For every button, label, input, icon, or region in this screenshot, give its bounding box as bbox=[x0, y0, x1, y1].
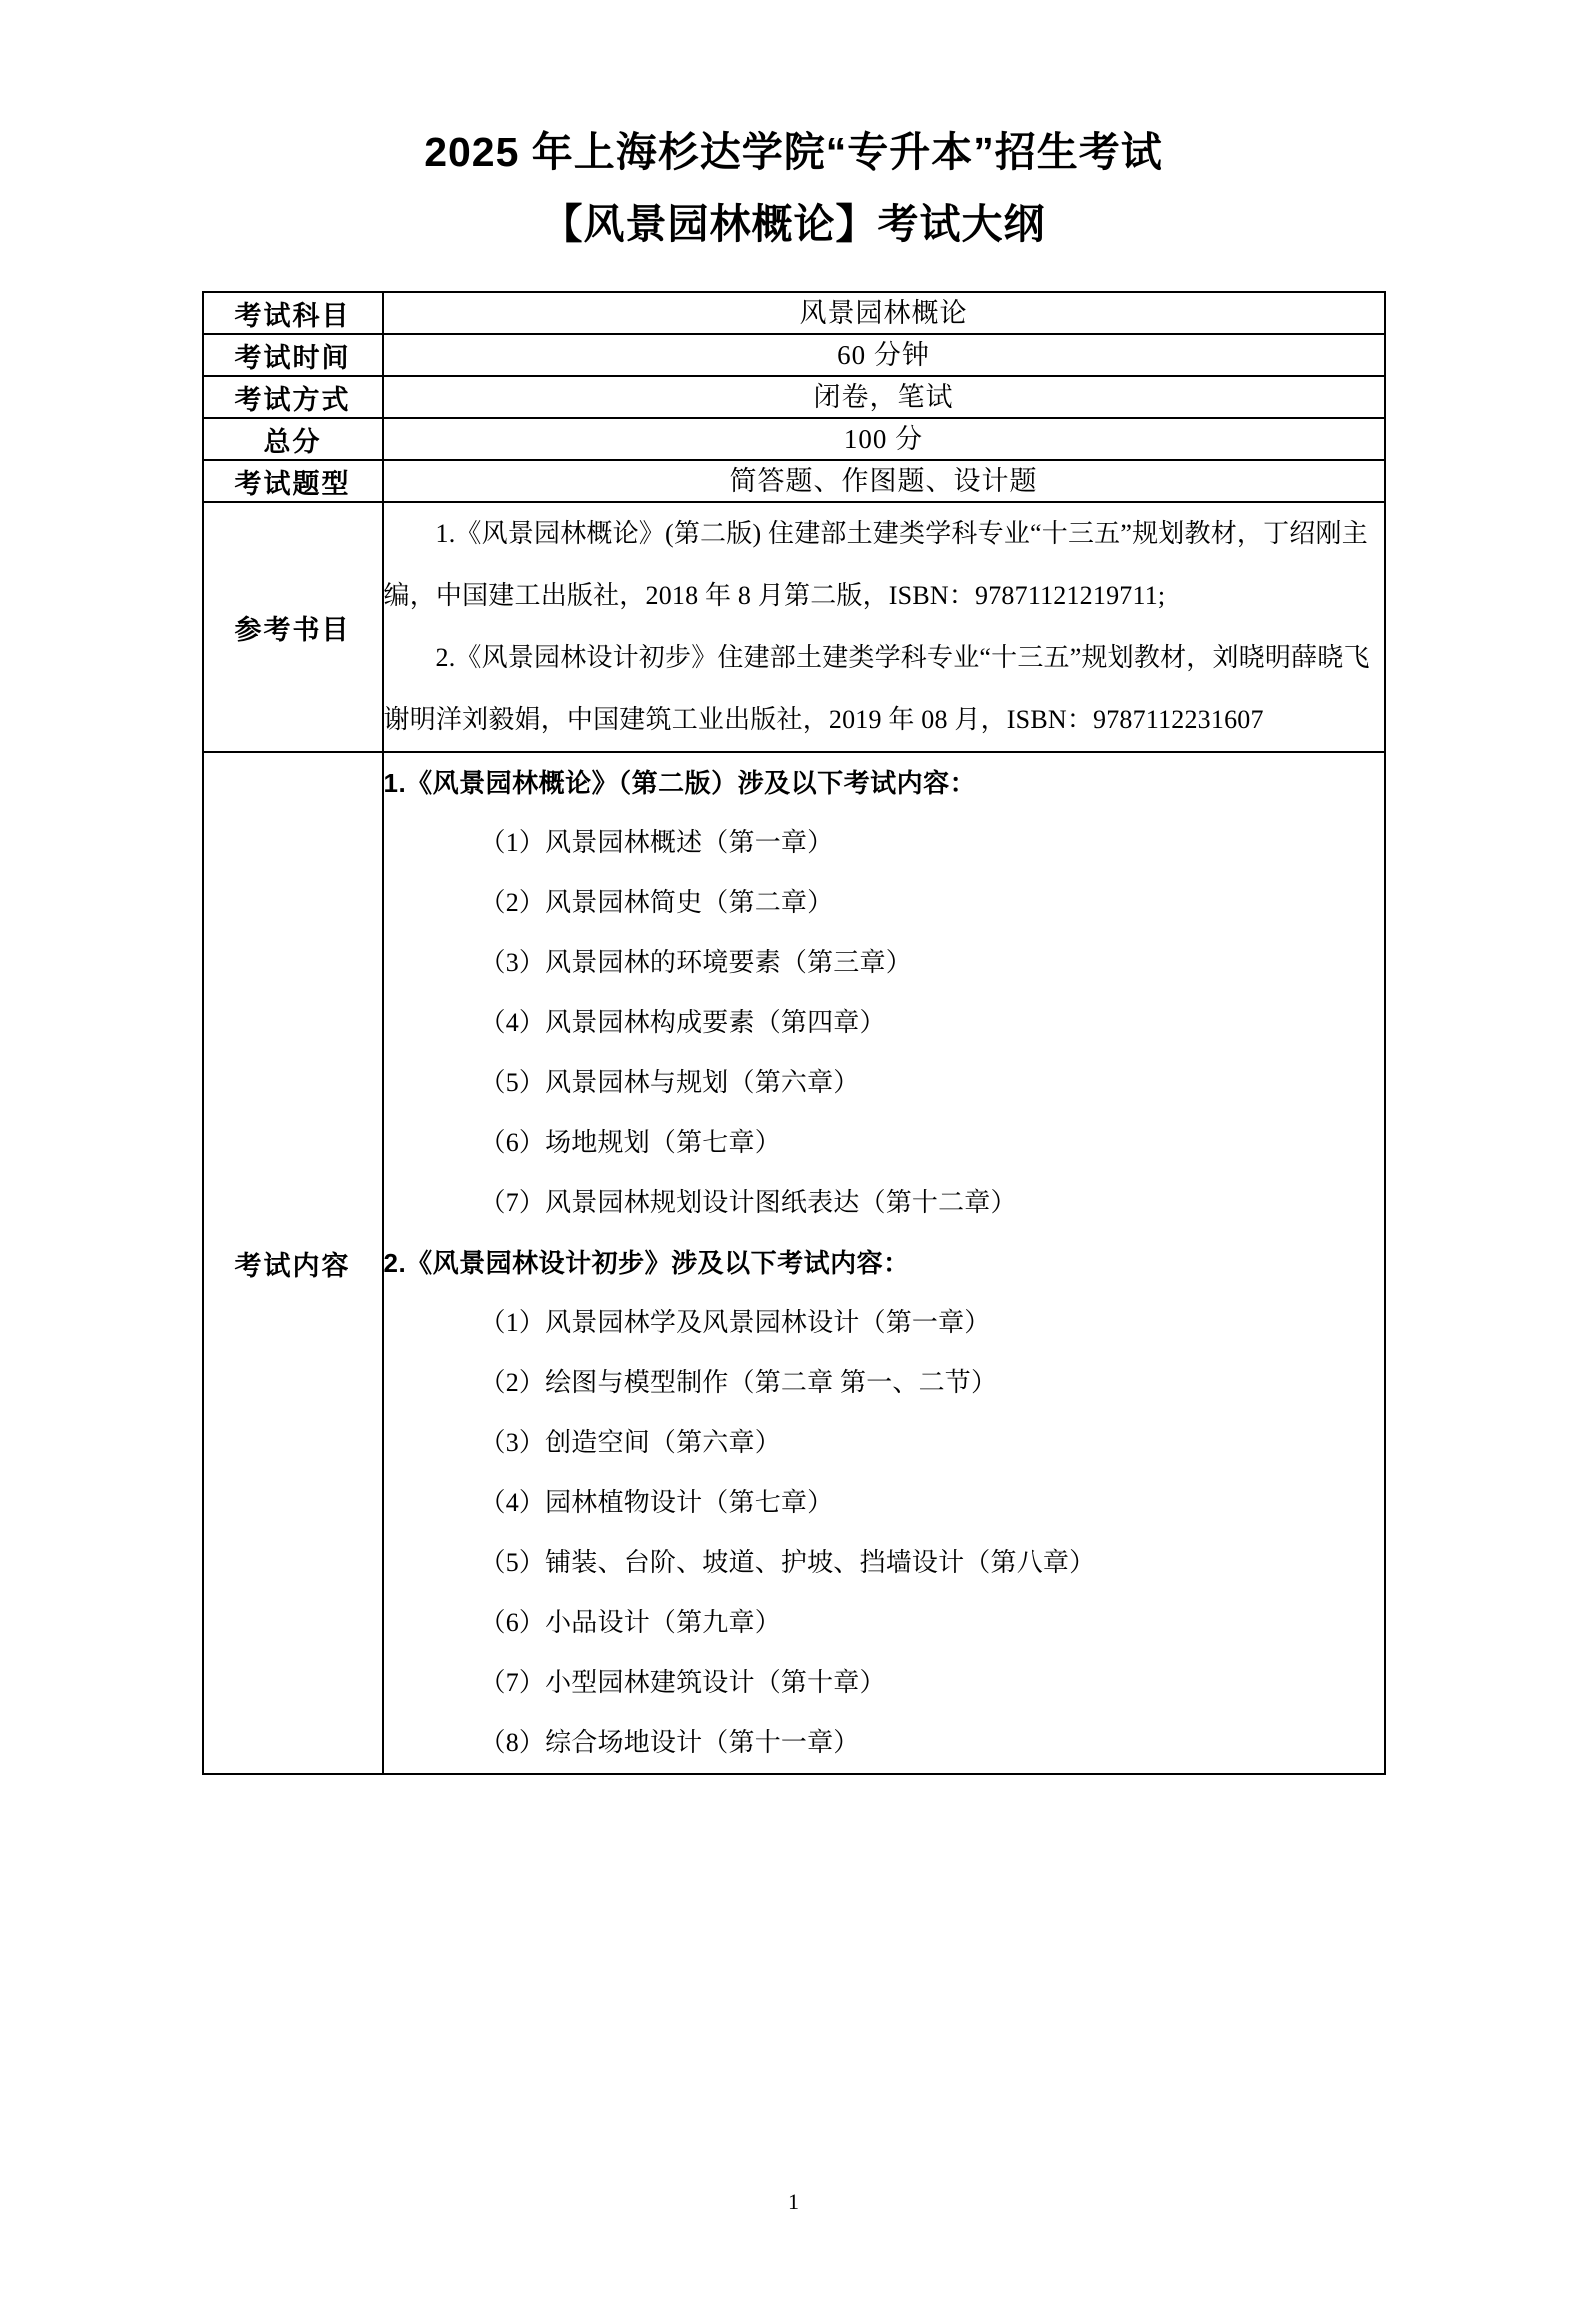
row-value-method: 闭卷，笔试 bbox=[383, 376, 1385, 418]
row-value-exam-content bbox=[383, 752, 1385, 1774]
content-section-1-heading: 1.《风景园林概论》（第二版）涉及以下考试内容： bbox=[383, 768, 977, 798]
row-value-total-score: 100 分 bbox=[383, 418, 1385, 460]
row-label-method: 考试方式 bbox=[203, 376, 383, 418]
row-value-duration: 60 分钟 bbox=[383, 334, 1385, 376]
syllabus-table bbox=[202, 291, 1386, 1775]
table-row bbox=[203, 376, 1385, 418]
content-section-1-item-5: （5）风景园林与规划（第六章） bbox=[479, 1068, 860, 1097]
content-section-2-item-7: （7）小型园林建筑设计（第十章） bbox=[479, 1668, 886, 1697]
content-section-1-item-7: （7）风景园林规划设计图纸表达（第十二章） bbox=[479, 1188, 1017, 1217]
content-section-2-item-1: （1）风景园林学及风景园林设计（第一章） bbox=[479, 1308, 991, 1337]
content-section-1-item-4: （4）风景园林构成要素（第四章） bbox=[479, 1008, 886, 1037]
page-title-line-1: 2025 年上海杉达学院“专升本”招生考试 bbox=[424, 129, 1163, 175]
content-section-1-item-2: （2）风景园林简史（第二章） bbox=[479, 888, 834, 917]
row-value-references bbox=[383, 502, 1385, 752]
row-label-exam-content: 考试内容 bbox=[203, 752, 383, 1774]
content-section-2-item-5: （5）铺装、台阶、坡道、护坡、挡墙设计（第八章） bbox=[479, 1548, 1096, 1577]
reference-item-2: 2.《风景园林设计初步》住建部土建类学科专业“十三五”规划教材，刘晓明薛晓飞谢明洋刘毅娟，中国建筑工业出版社，2019 年 08 月，ISBN：9787112231607 bbox=[383, 643, 1370, 734]
page-number: 1 bbox=[788, 2189, 799, 2214]
row-label-references: 参考书目 bbox=[203, 502, 383, 752]
content-section-1-item-1: （1）风景园林概述（第一章） bbox=[479, 828, 834, 857]
row-label-total-score: 总分 bbox=[203, 418, 383, 460]
table-row bbox=[203, 334, 1385, 376]
row-value-question-types: 简答题、作图题、设计题 bbox=[383, 460, 1385, 502]
reference-item-1: 1.《风景园林概论》(第二版) 住建部土建类学科专业“十三五”规划教材，丁绍刚主编，中国建工出版社，2018 年 8 月第二版，ISBN：97871121219711; bbox=[383, 519, 1368, 610]
page-title-line-2: 【风景园林概论】考试大纲 bbox=[541, 201, 1046, 247]
content-section-1-item-3: （3）风景园林的环境要素（第三章） bbox=[479, 948, 912, 977]
row-label-question-types: 考试题型 bbox=[203, 460, 383, 502]
table-row bbox=[203, 292, 1385, 334]
content-section-2-item-4: （4）园林植物设计（第七章） bbox=[479, 1488, 834, 1517]
content-section-2-item-3: （3）创造空间（第六章） bbox=[479, 1428, 781, 1457]
table-row-exam-content bbox=[203, 752, 1385, 1774]
row-value-subject: 风景园林概论 bbox=[383, 292, 1385, 334]
table-row-references bbox=[203, 502, 1385, 752]
content-section-1-item-6: （6）场地规划（第七章） bbox=[479, 1128, 781, 1157]
row-label-subject: 考试科目 bbox=[203, 292, 383, 334]
content-section-2-item-6: （6）小品设计（第九章） bbox=[479, 1608, 781, 1637]
content-section-2-item-8: （8）综合场地设计（第十一章） bbox=[479, 1728, 860, 1757]
content-section-2-item-2: （2）绘图与模型制作（第二章 第一、二节） bbox=[479, 1368, 998, 1397]
table-row bbox=[203, 418, 1385, 460]
document-title-block bbox=[0, 0, 1587, 258]
row-label-duration: 考试时间 bbox=[203, 334, 383, 376]
content-section-2-heading: 2.《风景园林设计初步》涉及以下考试内容： bbox=[383, 1248, 910, 1278]
table-row bbox=[203, 460, 1385, 502]
